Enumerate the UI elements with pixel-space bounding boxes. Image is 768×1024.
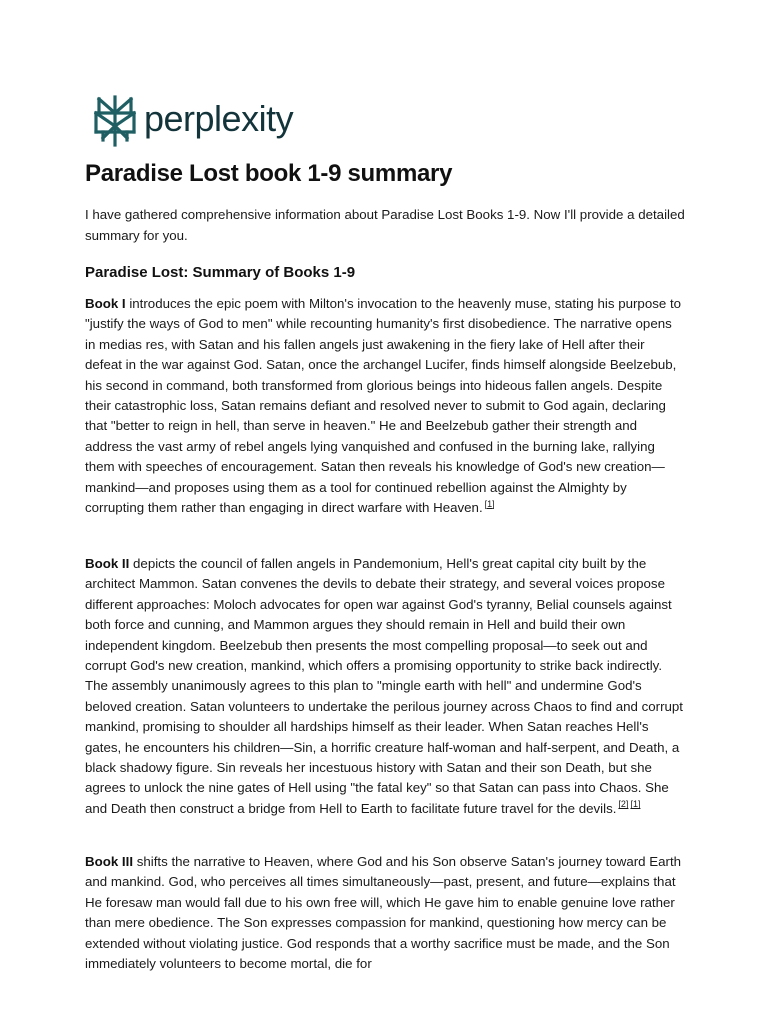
paragraph-text: shifts the narrative to Heaven, where God and his Son observe Satan's journey toward Earth and mankind. God, who perceives all times simultaneously—past, present, and future—explains that He foresaw man would fall due to his own free will, which He gave him to enable genuine love rather than mere obedience. The Son expresses compassion for mankind, questioning how mercy can be extended without violating justice. God responds that a worthy sacrifice must be made, and the Son immediately volunteers to become mortal, die for: [85, 854, 682, 972]
intro-text: I have gathered comprehensive information about Paradise Lost Books 1-9. Now I'll provide a detailed summary for you.: [85, 207, 685, 243]
brand-logo[interactable]: [94, 93, 293, 149]
citation-link[interactable]: [1]: [484, 498, 495, 509]
paragraph-book-2: [85, 554, 685, 819]
paragraph-label: Book II: [85, 556, 130, 571]
paragraph-label: Book III: [85, 854, 134, 869]
brand-name: perplexity: [144, 98, 294, 139]
citation-link[interactable]: [1]: [630, 799, 641, 810]
paragraph-text: introduces the epic poem with Milton's invocation to the heavenly muse, stating his purpose to "justify the ways of God to men" while recounting humanity's first disobedience. The narrative opens in medias res, with Satan and his fallen angels just awakening in the fiery lake of Hell after their defeat in the war against God. Satan, once the archangel Lucifer, finds himself alongside Beelzebub, his second in command, both transformed from glorious beings into hideous fallen angels. Despite their catastrophic loss, Satan remains defiant and resolved never to submit to God again, declaring that "better to reign in hell, than serve in heaven." He and Beelzebub gather their strength and address the vast army of rebel angels lying vanquished and confused in the burning lake, rallying them with speeches of encouragement. Satan then reveals his knowledge of God's new creation—mankind—and proposes using them as a tool for continued rebellion against the Almighty by corrupting them rather than engaging in direct warfare with Heaven.: [85, 296, 682, 516]
section-heading: Paradise Lost: Summary of Books 1-9: [85, 264, 356, 281]
paragraph-book-3: [85, 852, 685, 974]
paragraph-label: Book I: [85, 296, 126, 311]
paragraph-book-1: [85, 294, 685, 518]
page-title: Paradise Lost book 1-9 summary: [85, 160, 453, 187]
perplexity-logo-icon: [94, 94, 136, 148]
citation-link[interactable]: [2]: [618, 799, 629, 810]
paragraph-text: depicts the council of fallen angels in Pandemonium, Hell's great capital city built by the architect Mammon. Satan convenes the devils to debate their strategy, and several voices propose different approaches: Moloch advocates for open war against God's tyranny, Belial counsels against both force and cunning, and Mammon argues they should remain in Hell and build their own independent kingdom. Beelzebub then presents the most compelling proposal—to seek out and corrupt God's new creation, mankind, which offers a promising opportunity to strike back indirectly. The assembly unanimously agrees to this plan to "mingle earth with hell" and undermine God's beloved creation. Satan volunteers to undertake the perilous journey across Chaos to find and corrupt mankind, promising to shoulder all hardships himself as their leader. When Satan reaches Hell's gates, he encounters his children—Sin, a horrific creature half-woman and half-serpent, and Death, a black shadowy figure. Sin reveals her incestuous history with Satan and their son Death, but she agrees to unlock the nine gates of Hell using "the fatal key" so that Satan can pass into Chaos. She and Death then construct a bridge from Hell to Earth to facilitate future travel for the devils.: [85, 556, 683, 816]
